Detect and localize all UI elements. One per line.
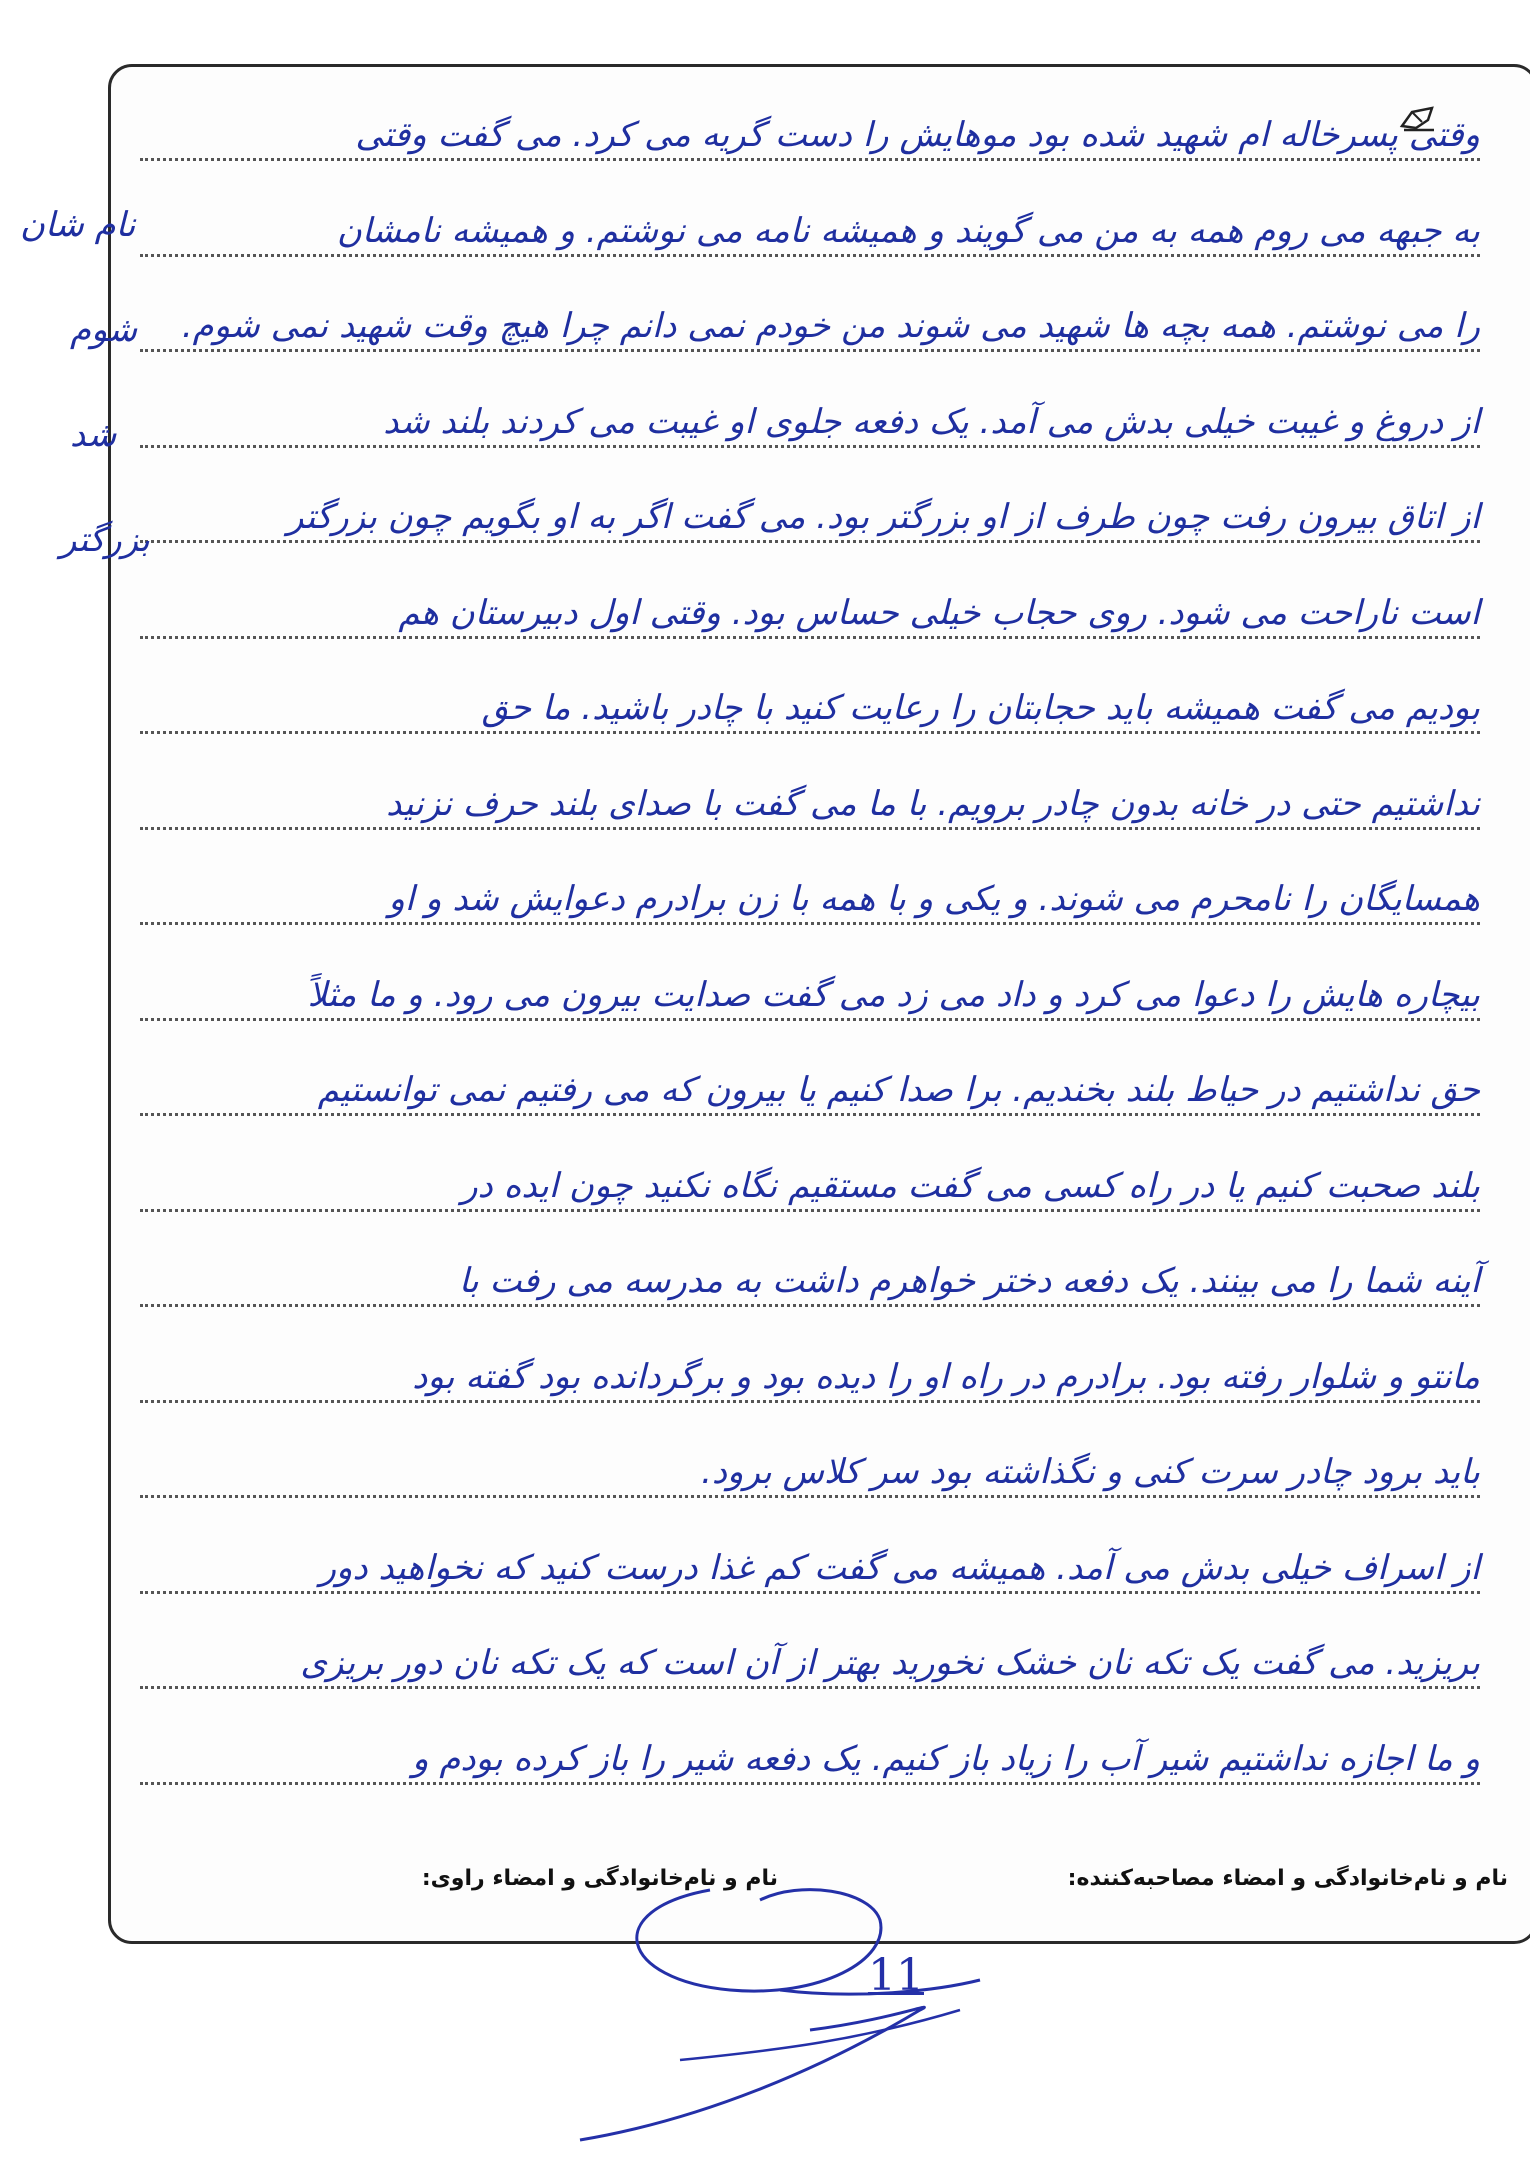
line-text: وقتی پسرخاله ام شهید شده بود موهایش را دست گریه می کرد. می گفت وقتی — [355, 115, 1480, 155]
dotted-rule — [140, 158, 1480, 161]
dotted-rule — [140, 349, 1480, 352]
text-line — [140, 1337, 1480, 1417]
dotted-rule — [140, 1304, 1480, 1307]
dotted-rule — [140, 1113, 1480, 1116]
text-line — [140, 1528, 1480, 1608]
margin-note-2: شوم — [70, 310, 138, 350]
signature-scribble — [560, 1870, 1120, 2160]
text-line — [140, 1623, 1480, 1703]
line-text: و ما اجازه نداشتیم شیر آب را زیاد باز کنیم. یک دفعه شیر را باز کرده بودم و — [412, 1738, 1480, 1779]
margin-note-1: نام شان — [20, 205, 136, 245]
narrator-signature-label: نام و نام‌خانوادگی و امضاء راوی: — [421, 1866, 778, 1891]
dotted-rule — [140, 1686, 1480, 1689]
dotted-rule — [140, 1400, 1480, 1403]
line-text: حق نداشتیم در حیاط بلند بخندیم. برا صدا کنیم یا بیرون که می رفتیم نمی توانستیم — [317, 1070, 1480, 1110]
text-line — [140, 382, 1480, 462]
line-text: بیچاره هایش را دعوا می کرد و داد می زد می گفت صدایت بیرون می رود. و ما مثلاً — [307, 974, 1480, 1015]
line-text: نداشتیم حتی در خانه بدون چادر برویم. با ما می گفت با صدای بلند حرف نزنید — [386, 783, 1480, 824]
text-line — [140, 764, 1480, 844]
line-text: آینه شما را می بینند. یک دفعه دختر خواهرم داشت به مدرسه می رفت با — [458, 1261, 1480, 1301]
dotted-rule — [140, 1782, 1480, 1785]
dotted-rule — [140, 922, 1480, 925]
line-text: بودیم می گفت همیشه باید حجابتان را رعایت کنید با چادر باشید. ما حق — [481, 688, 1480, 728]
line-text: را می نوشتم. همه بچه ها شهید می شوند من خودم نمی دانم چرا هیچ وقت شهید نمی شوم. — [181, 306, 1480, 346]
text-line — [140, 1050, 1480, 1130]
text-line — [140, 1432, 1480, 1512]
text-line — [140, 191, 1480, 271]
dotted-rule — [140, 254, 1480, 257]
line-text: به جبهه می روم همه به من می گویند و همیشه نامه می نوشتم. و همیشه نامشان — [336, 210, 1480, 251]
dotted-rule — [140, 445, 1480, 448]
dotted-rule — [140, 1209, 1480, 1212]
text-line — [140, 859, 1480, 939]
line-text: بلند صحبت کنیم یا در راه کسی می گفت مستقیم نگاه نکنید چون ایده در — [461, 1165, 1480, 1206]
line-text: مانتو و شلوار رفته بود. برادرم در راه او را دیده بود و برگردانده بود گفته بود — [412, 1356, 1480, 1397]
line-text: از دروغ و غیبت خیلی بدش می آمد. یک دفعه جلوی او غیبت می کردند بلند شد — [383, 401, 1480, 442]
text-line — [140, 477, 1480, 557]
dotted-rule — [140, 636, 1480, 639]
margin-note-4: بزرگتر — [60, 520, 150, 560]
text-line — [140, 1719, 1480, 1799]
text-line — [140, 1241, 1480, 1321]
page-number: 11 — [868, 1950, 924, 2001]
line-text: بریزید. می گفت یک تکه نان خشک نخورید بهتر از آن است که یک تکه نان دور بریزی — [300, 1643, 1480, 1683]
line-text: از اسراف خیلی بدش می آمد. همیشه می گفت کم غذا درست کنید که نخواهید دور — [319, 1547, 1480, 1588]
dotted-rule — [140, 1018, 1480, 1021]
dotted-rule — [140, 731, 1480, 734]
margin-note-3: شد — [70, 415, 117, 455]
line-text: باید برود چادر سرت کنی و نگذاشته بود سر کلاس برود. — [701, 1452, 1480, 1492]
dotted-rule — [140, 827, 1480, 830]
dotted-rule — [140, 540, 1480, 543]
text-line — [140, 955, 1480, 1035]
interviewer-signature-label: نام و نام‌خانوادگی و امضاء مصاحبه‌کننده: — [1067, 1866, 1508, 1891]
line-text: است ناراحت می شود. روی حجاب خیلی حساس بود. وقتی اول دبیرستان هم — [398, 592, 1480, 633]
text-line — [140, 95, 1480, 175]
text-line — [140, 668, 1480, 748]
text-line — [140, 286, 1480, 366]
text-line — [140, 573, 1480, 653]
line-text: از اتاق بیرون رفت چون طرف از او بزرگتر بود. می گفت اگر به او بگویم چون بزرگتر — [287, 497, 1480, 537]
line-text: همسایگان را نامحرم می شوند. و یکی و با همه با زن برادرم دعوایش شد و او — [388, 879, 1480, 919]
dotted-rule — [140, 1495, 1480, 1498]
text-line — [140, 1146, 1480, 1226]
dotted-rule — [140, 1591, 1480, 1594]
